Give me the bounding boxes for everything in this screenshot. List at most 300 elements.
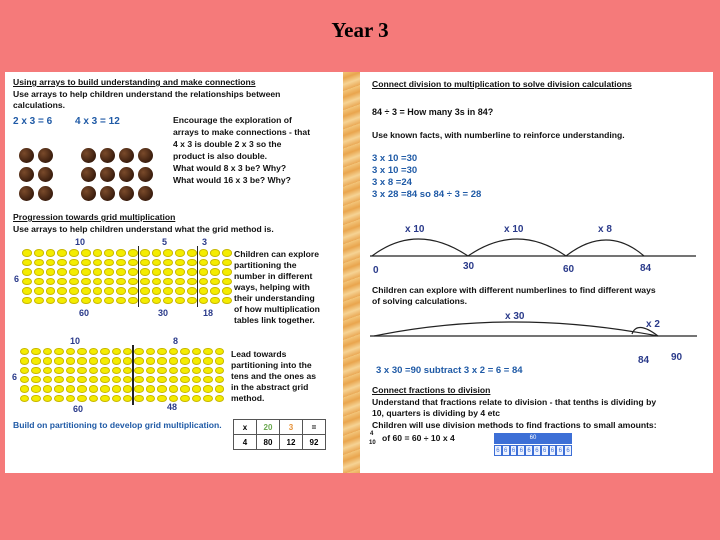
grid1-bottom-label: 30 xyxy=(158,308,169,318)
counter xyxy=(138,167,153,182)
bar-model-total: 60 xyxy=(494,433,572,444)
partition-line xyxy=(132,345,134,405)
counter xyxy=(116,297,126,305)
encourage-line: 4 x 3 is double 2 x 3 so the xyxy=(173,139,282,149)
counter xyxy=(46,249,56,257)
jump-label: x 10 xyxy=(504,224,524,235)
counter xyxy=(66,385,75,392)
table-cell: 92 xyxy=(303,435,326,450)
counter xyxy=(66,348,75,355)
jump-arc xyxy=(566,240,644,256)
slide-card xyxy=(5,72,713,473)
counter xyxy=(81,259,91,267)
encourage-line: What would 8 x 3 be? Why? xyxy=(173,163,287,173)
counter xyxy=(57,287,67,295)
numberline-2-equation: 3 x 30 =90 subtract 3 x 2 = 6 = 84 xyxy=(376,365,523,376)
counter xyxy=(69,278,79,286)
table-cell: 3 xyxy=(280,420,303,435)
counter xyxy=(140,268,150,276)
counter xyxy=(22,278,32,286)
counter xyxy=(93,297,103,305)
counter xyxy=(69,297,79,305)
counter xyxy=(104,287,114,295)
known-facts-text: Use known facts, with numberline to reinforce understanding. xyxy=(372,130,625,140)
counter xyxy=(180,385,189,392)
grid2-text-line: in the abstract grid xyxy=(231,382,309,392)
fractions-text: Understand that fractions relate to division - that tenths is dividing by xyxy=(372,397,657,407)
counter xyxy=(54,357,63,364)
counter xyxy=(38,148,53,163)
encourage-line: Encourage the exploration of xyxy=(173,115,292,125)
counter xyxy=(210,287,220,295)
table-row xyxy=(234,420,326,435)
counter xyxy=(146,357,155,364)
counter xyxy=(77,376,86,383)
grid1-bottom-label: 60 xyxy=(79,308,90,318)
counter xyxy=(222,259,232,267)
counter xyxy=(100,148,115,163)
counter xyxy=(43,376,52,383)
tick-label: 90 xyxy=(671,352,683,363)
counter xyxy=(20,367,29,374)
counter xyxy=(187,268,197,276)
counter xyxy=(69,287,79,295)
counter xyxy=(128,268,138,276)
counter xyxy=(38,167,53,182)
tick-label: 84 xyxy=(640,263,652,274)
counter xyxy=(22,268,32,276)
counter xyxy=(104,278,114,286)
counter xyxy=(175,278,185,286)
counter xyxy=(22,249,32,257)
counter xyxy=(104,268,114,276)
build-text: Build on partitioning to develop grid multiplication. xyxy=(13,420,222,430)
counter xyxy=(187,259,197,267)
counter xyxy=(140,297,150,305)
counter xyxy=(123,357,132,364)
bar-cell: 6 xyxy=(533,445,541,456)
counter xyxy=(77,357,86,364)
counter xyxy=(222,297,232,305)
bar-cell: 6 xyxy=(556,445,564,456)
counter xyxy=(192,385,201,392)
jump-label: x 10 xyxy=(405,224,425,235)
counter xyxy=(34,278,44,286)
counter xyxy=(187,249,197,257)
fraction-denominator: 10 xyxy=(369,440,376,446)
counter xyxy=(180,376,189,383)
counter xyxy=(199,249,209,257)
counter xyxy=(31,367,40,374)
counter xyxy=(43,395,52,402)
bar-model-cells xyxy=(494,445,572,456)
counter xyxy=(134,395,143,402)
counter xyxy=(34,249,44,257)
counter xyxy=(128,259,138,267)
grid1-array xyxy=(21,248,233,305)
tick-label: 60 xyxy=(563,264,575,275)
counter xyxy=(123,367,132,374)
grid1-top-label: 10 xyxy=(75,237,86,247)
counter xyxy=(31,395,40,402)
counter xyxy=(43,357,52,364)
counter xyxy=(138,148,153,163)
counter xyxy=(54,367,63,374)
counter xyxy=(123,348,132,355)
fractions-text: Children will use division methods to find fractions to small amounts: xyxy=(372,420,657,430)
counter xyxy=(46,259,56,267)
counter xyxy=(93,278,103,286)
counter xyxy=(152,278,162,286)
bar-cell: 6 xyxy=(564,445,572,456)
grid2-top-label: 10 xyxy=(70,336,81,346)
counter xyxy=(31,348,40,355)
counter xyxy=(20,348,29,355)
bar-cell: 6 xyxy=(510,445,518,456)
counter xyxy=(20,395,29,402)
counter xyxy=(112,385,121,392)
counter xyxy=(77,348,86,355)
counter xyxy=(43,348,52,355)
counter xyxy=(175,249,185,257)
counter xyxy=(180,367,189,374)
counter xyxy=(169,395,178,402)
counter xyxy=(199,287,209,295)
encourage-line: What would 16 x 3 be? Why? xyxy=(173,175,291,185)
counter xyxy=(119,148,134,163)
counter xyxy=(146,376,155,383)
counter xyxy=(192,367,201,374)
counter xyxy=(203,367,212,374)
grid2-array xyxy=(19,347,225,403)
counter xyxy=(192,395,201,402)
counter xyxy=(46,268,56,276)
grid2-top-label: 8 xyxy=(173,336,179,346)
counter xyxy=(100,395,109,402)
counter xyxy=(146,395,155,402)
counter xyxy=(89,348,98,355)
counter xyxy=(66,376,75,383)
counter xyxy=(104,259,114,267)
counter xyxy=(199,259,209,267)
grid2-text-line: partitioning into the xyxy=(231,360,312,370)
explore-text: Children can explore with different numberlines to find different ways xyxy=(372,285,656,295)
counter xyxy=(163,249,173,257)
counter xyxy=(175,287,185,295)
counter xyxy=(57,249,67,257)
counter xyxy=(157,395,166,402)
counter xyxy=(89,395,98,402)
counter xyxy=(116,287,126,295)
fact-line: 3 x 8 =24 xyxy=(372,177,412,188)
counter xyxy=(210,249,220,257)
counter xyxy=(152,259,162,267)
counter xyxy=(163,268,173,276)
counter xyxy=(31,357,40,364)
bar-cell: 6 xyxy=(541,445,549,456)
counter xyxy=(81,186,96,201)
fraction-numerator: 4 xyxy=(370,431,374,437)
grid1-text-line: Children can explore xyxy=(234,249,320,259)
counter xyxy=(22,259,32,267)
counter xyxy=(215,376,224,383)
counter xyxy=(34,268,44,276)
counter xyxy=(54,395,63,402)
fact-line: 3 x 28 =84 so 84 ÷ 3 = 28 xyxy=(372,189,482,200)
counter xyxy=(112,367,121,374)
counter xyxy=(169,348,178,355)
counter xyxy=(31,385,40,392)
counter xyxy=(210,259,220,267)
counter xyxy=(81,249,91,257)
counter xyxy=(215,385,224,392)
table-cell: = xyxy=(303,420,326,435)
table-cell: 12 xyxy=(280,435,303,450)
counter xyxy=(157,348,166,355)
counter xyxy=(119,167,134,182)
counter xyxy=(140,287,150,295)
counter xyxy=(169,385,178,392)
counter xyxy=(199,278,209,286)
counter xyxy=(192,348,201,355)
jump-label: x 30 xyxy=(505,311,525,322)
counter xyxy=(123,395,132,402)
counter xyxy=(54,385,63,392)
partition-line xyxy=(138,246,140,307)
grid1-text-line: partitioning the xyxy=(234,260,297,270)
counter xyxy=(112,395,121,402)
grid2-side-label: 6 xyxy=(12,372,18,382)
counter xyxy=(89,376,98,383)
counter xyxy=(20,357,29,364)
right-column xyxy=(362,72,713,473)
counter xyxy=(66,357,75,364)
counter xyxy=(169,376,178,383)
counter xyxy=(22,297,32,305)
counter xyxy=(57,268,67,276)
counter xyxy=(169,357,178,364)
counter xyxy=(215,395,224,402)
counter xyxy=(93,287,103,295)
fractions-heading: Connect fractions to division xyxy=(372,385,491,395)
counter xyxy=(199,268,209,276)
counter xyxy=(222,278,232,286)
tick-label: 0 xyxy=(373,265,379,276)
arrays-heading: Using arrays to build understanding and make connections xyxy=(13,77,256,87)
jump-arc xyxy=(372,239,468,256)
grid1-text-line: their understanding xyxy=(234,293,315,303)
counter xyxy=(222,249,232,257)
grid1-text-line: tables link together. xyxy=(234,315,315,325)
fraction-equation: of 60 = 60 ÷ 10 x 4 xyxy=(382,433,455,443)
table-cell: 80 xyxy=(257,435,280,450)
counter xyxy=(46,297,56,305)
counter xyxy=(169,367,178,374)
counter xyxy=(38,186,53,201)
counter xyxy=(77,385,86,392)
grid1-top-label: 5 xyxy=(162,237,168,247)
counter xyxy=(187,287,197,295)
counter xyxy=(93,268,103,276)
counter xyxy=(180,348,189,355)
jump-arc xyxy=(468,239,566,256)
counter xyxy=(175,268,185,276)
counter xyxy=(116,278,126,286)
column-divider xyxy=(343,72,360,473)
counter xyxy=(199,297,209,305)
counter xyxy=(66,395,75,402)
counter xyxy=(140,278,150,286)
counter xyxy=(19,148,34,163)
counter xyxy=(163,259,173,267)
counter xyxy=(54,376,63,383)
counter xyxy=(222,287,232,295)
counter xyxy=(163,287,173,295)
counter xyxy=(116,268,126,276)
table-cell: 20 xyxy=(257,420,280,435)
left-column xyxy=(5,72,341,473)
counter xyxy=(57,259,67,267)
counter xyxy=(46,287,56,295)
counter xyxy=(77,395,86,402)
division-heading: Connect division to multiplication to solve division calculations xyxy=(372,79,632,89)
page-title: Year 3 xyxy=(331,18,389,42)
counter xyxy=(123,385,132,392)
counter xyxy=(69,268,79,276)
counter xyxy=(203,376,212,383)
counter xyxy=(46,278,56,286)
grid1-text-line: ways, helping with xyxy=(234,282,310,292)
progression-heading: Progression towards grid multiplication xyxy=(13,212,176,222)
counter xyxy=(175,259,185,267)
counter xyxy=(203,385,212,392)
counter xyxy=(19,167,34,182)
counter xyxy=(77,367,86,374)
counter xyxy=(210,297,220,305)
counter xyxy=(119,186,134,201)
counter xyxy=(146,385,155,392)
counter xyxy=(69,259,79,267)
counter xyxy=(116,249,126,257)
counter xyxy=(20,376,29,383)
bar-cell: 6 xyxy=(494,445,502,456)
arrays-text-1: Use arrays to help children understand the relationships between xyxy=(13,89,281,99)
counter xyxy=(215,357,224,364)
grid2-text-line: tens and the ones as xyxy=(231,371,317,381)
counter xyxy=(89,357,98,364)
counter xyxy=(215,348,224,355)
counter xyxy=(89,385,98,392)
counter xyxy=(146,348,155,355)
counter xyxy=(81,268,91,276)
bar-cell: 6 xyxy=(549,445,557,456)
fact-line: 3 x 10 =30 xyxy=(372,165,418,176)
explore-text: of solving calculations. xyxy=(372,296,468,306)
counter xyxy=(157,357,166,364)
counter xyxy=(100,357,109,364)
tick-label: 30 xyxy=(463,261,475,272)
counter xyxy=(192,376,201,383)
counter xyxy=(128,278,138,286)
grid1-side-label: 6 xyxy=(14,274,20,284)
counter xyxy=(93,259,103,267)
counter xyxy=(123,376,132,383)
counter xyxy=(112,357,121,364)
counter xyxy=(54,348,63,355)
counter xyxy=(57,297,67,305)
counter xyxy=(215,367,224,374)
counter xyxy=(19,186,34,201)
counter xyxy=(128,249,138,257)
counter xyxy=(20,385,29,392)
counter xyxy=(157,376,166,383)
counter xyxy=(100,385,109,392)
grid1-top-label: 3 xyxy=(202,237,208,247)
arrays-text-2: calculations. xyxy=(13,100,66,110)
counter xyxy=(81,287,91,295)
partition-line xyxy=(197,246,199,307)
counter xyxy=(203,357,212,364)
counter xyxy=(187,278,197,286)
fact-line: 3 x 10 =30 xyxy=(372,153,418,164)
counter xyxy=(152,249,162,257)
table-cell: 4 xyxy=(234,435,257,450)
grid1-text-line: number in different xyxy=(234,271,313,281)
counter xyxy=(22,287,32,295)
jump-arc xyxy=(374,322,658,336)
counter xyxy=(66,367,75,374)
counter xyxy=(81,148,96,163)
bar-cell: 6 xyxy=(517,445,525,456)
encourage-line: product is also double. xyxy=(173,151,268,161)
jump-label: x 8 xyxy=(598,224,612,235)
grid2-bottom-label: 48 xyxy=(167,402,178,412)
counter xyxy=(116,259,126,267)
counter xyxy=(100,186,115,201)
counter xyxy=(152,287,162,295)
grid2-bottom-label: 60 xyxy=(73,404,84,414)
counter xyxy=(34,287,44,295)
counter xyxy=(210,278,220,286)
counter xyxy=(134,376,143,383)
counter xyxy=(210,268,220,276)
grid2-text-line: method. xyxy=(231,393,265,403)
table-row xyxy=(234,435,326,450)
counter xyxy=(57,278,67,286)
counter xyxy=(112,348,121,355)
grid1-text-line: of how multiplication xyxy=(234,304,320,314)
counter xyxy=(222,268,232,276)
counter xyxy=(112,376,121,383)
counter xyxy=(203,348,212,355)
counter xyxy=(157,367,166,374)
counter xyxy=(100,167,115,182)
fractions-text: 10, quarters is dividing by 4 etc xyxy=(372,408,500,418)
counter xyxy=(69,249,79,257)
counter xyxy=(128,297,138,305)
table-cell: x xyxy=(234,420,257,435)
counter xyxy=(134,367,143,374)
division-question: 84 ÷ 3 = How many 3s in 84? xyxy=(372,107,494,117)
counter xyxy=(157,385,166,392)
counter xyxy=(140,259,150,267)
counter xyxy=(81,167,96,182)
progression-text: Use arrays to help children understand what the grid method is. xyxy=(13,224,274,234)
counter xyxy=(89,367,98,374)
counter xyxy=(134,357,143,364)
counter xyxy=(163,278,173,286)
counter xyxy=(100,367,109,374)
